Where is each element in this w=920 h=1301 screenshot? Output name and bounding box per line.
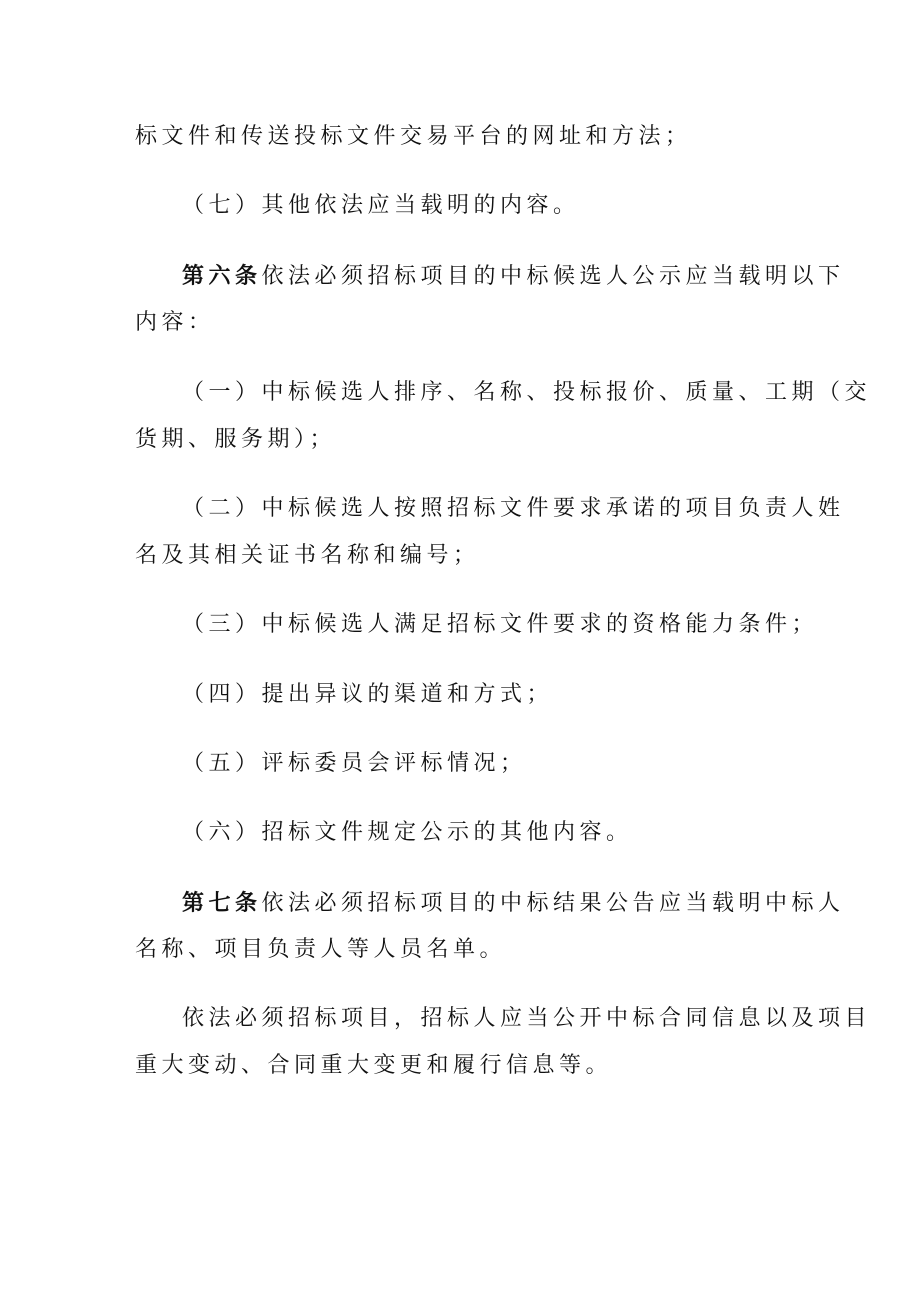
article-seven-line-1 [182,888,845,919]
article-six-line-1 [182,261,845,292]
item-one-line-2: 货期、服务期）； [135,427,337,452]
item-four-line: （四）提出异议的渠道和方式； [182,682,554,707]
item-seven-line: （七）其他依法应当载明的内容。 [182,193,580,218]
article-six-text: 依法必须招标项目的中标候选人公示应当载明以下 [261,264,845,289]
article-six-heading: 第六条 [182,263,262,289]
item-five-line: （五）评标委员会评标情况； [182,751,527,776]
article-seven-line-2: 名称、项目负责人等人员名单。 [135,937,507,962]
paragraph-continuation-line: 标文件和传送投标文件交易平台的网址和方法； [135,124,692,149]
article-six-line-2: 内容： [135,310,215,335]
article-seven-text: 依法必须招标项目的中标结果公告应当载明中标人 [261,891,845,916]
closing-paragraph-line-2: 重大变动、合同重大变更和履行信息等。 [135,1053,613,1078]
item-two-line-2: 名及其相关证书名称和编号； [135,543,480,568]
item-six-line: （六）招标文件规定公示的其他内容。 [182,820,633,845]
item-three-line: （三）中标候选人满足招标文件要求的资格能力条件； [182,612,819,637]
item-two-line-1: （二）中标候选人按照招标文件要求承诺的项目负责人姓 [182,496,845,521]
article-seven-heading: 第七条 [182,890,262,916]
closing-paragraph-line-1: 依法必须招标项目，招标人应当公开中标合同信息以及项目 [182,1006,872,1031]
item-one-line-1: （一）中标候选人排序、名称、投标报价、质量、工期（交 [182,380,872,405]
